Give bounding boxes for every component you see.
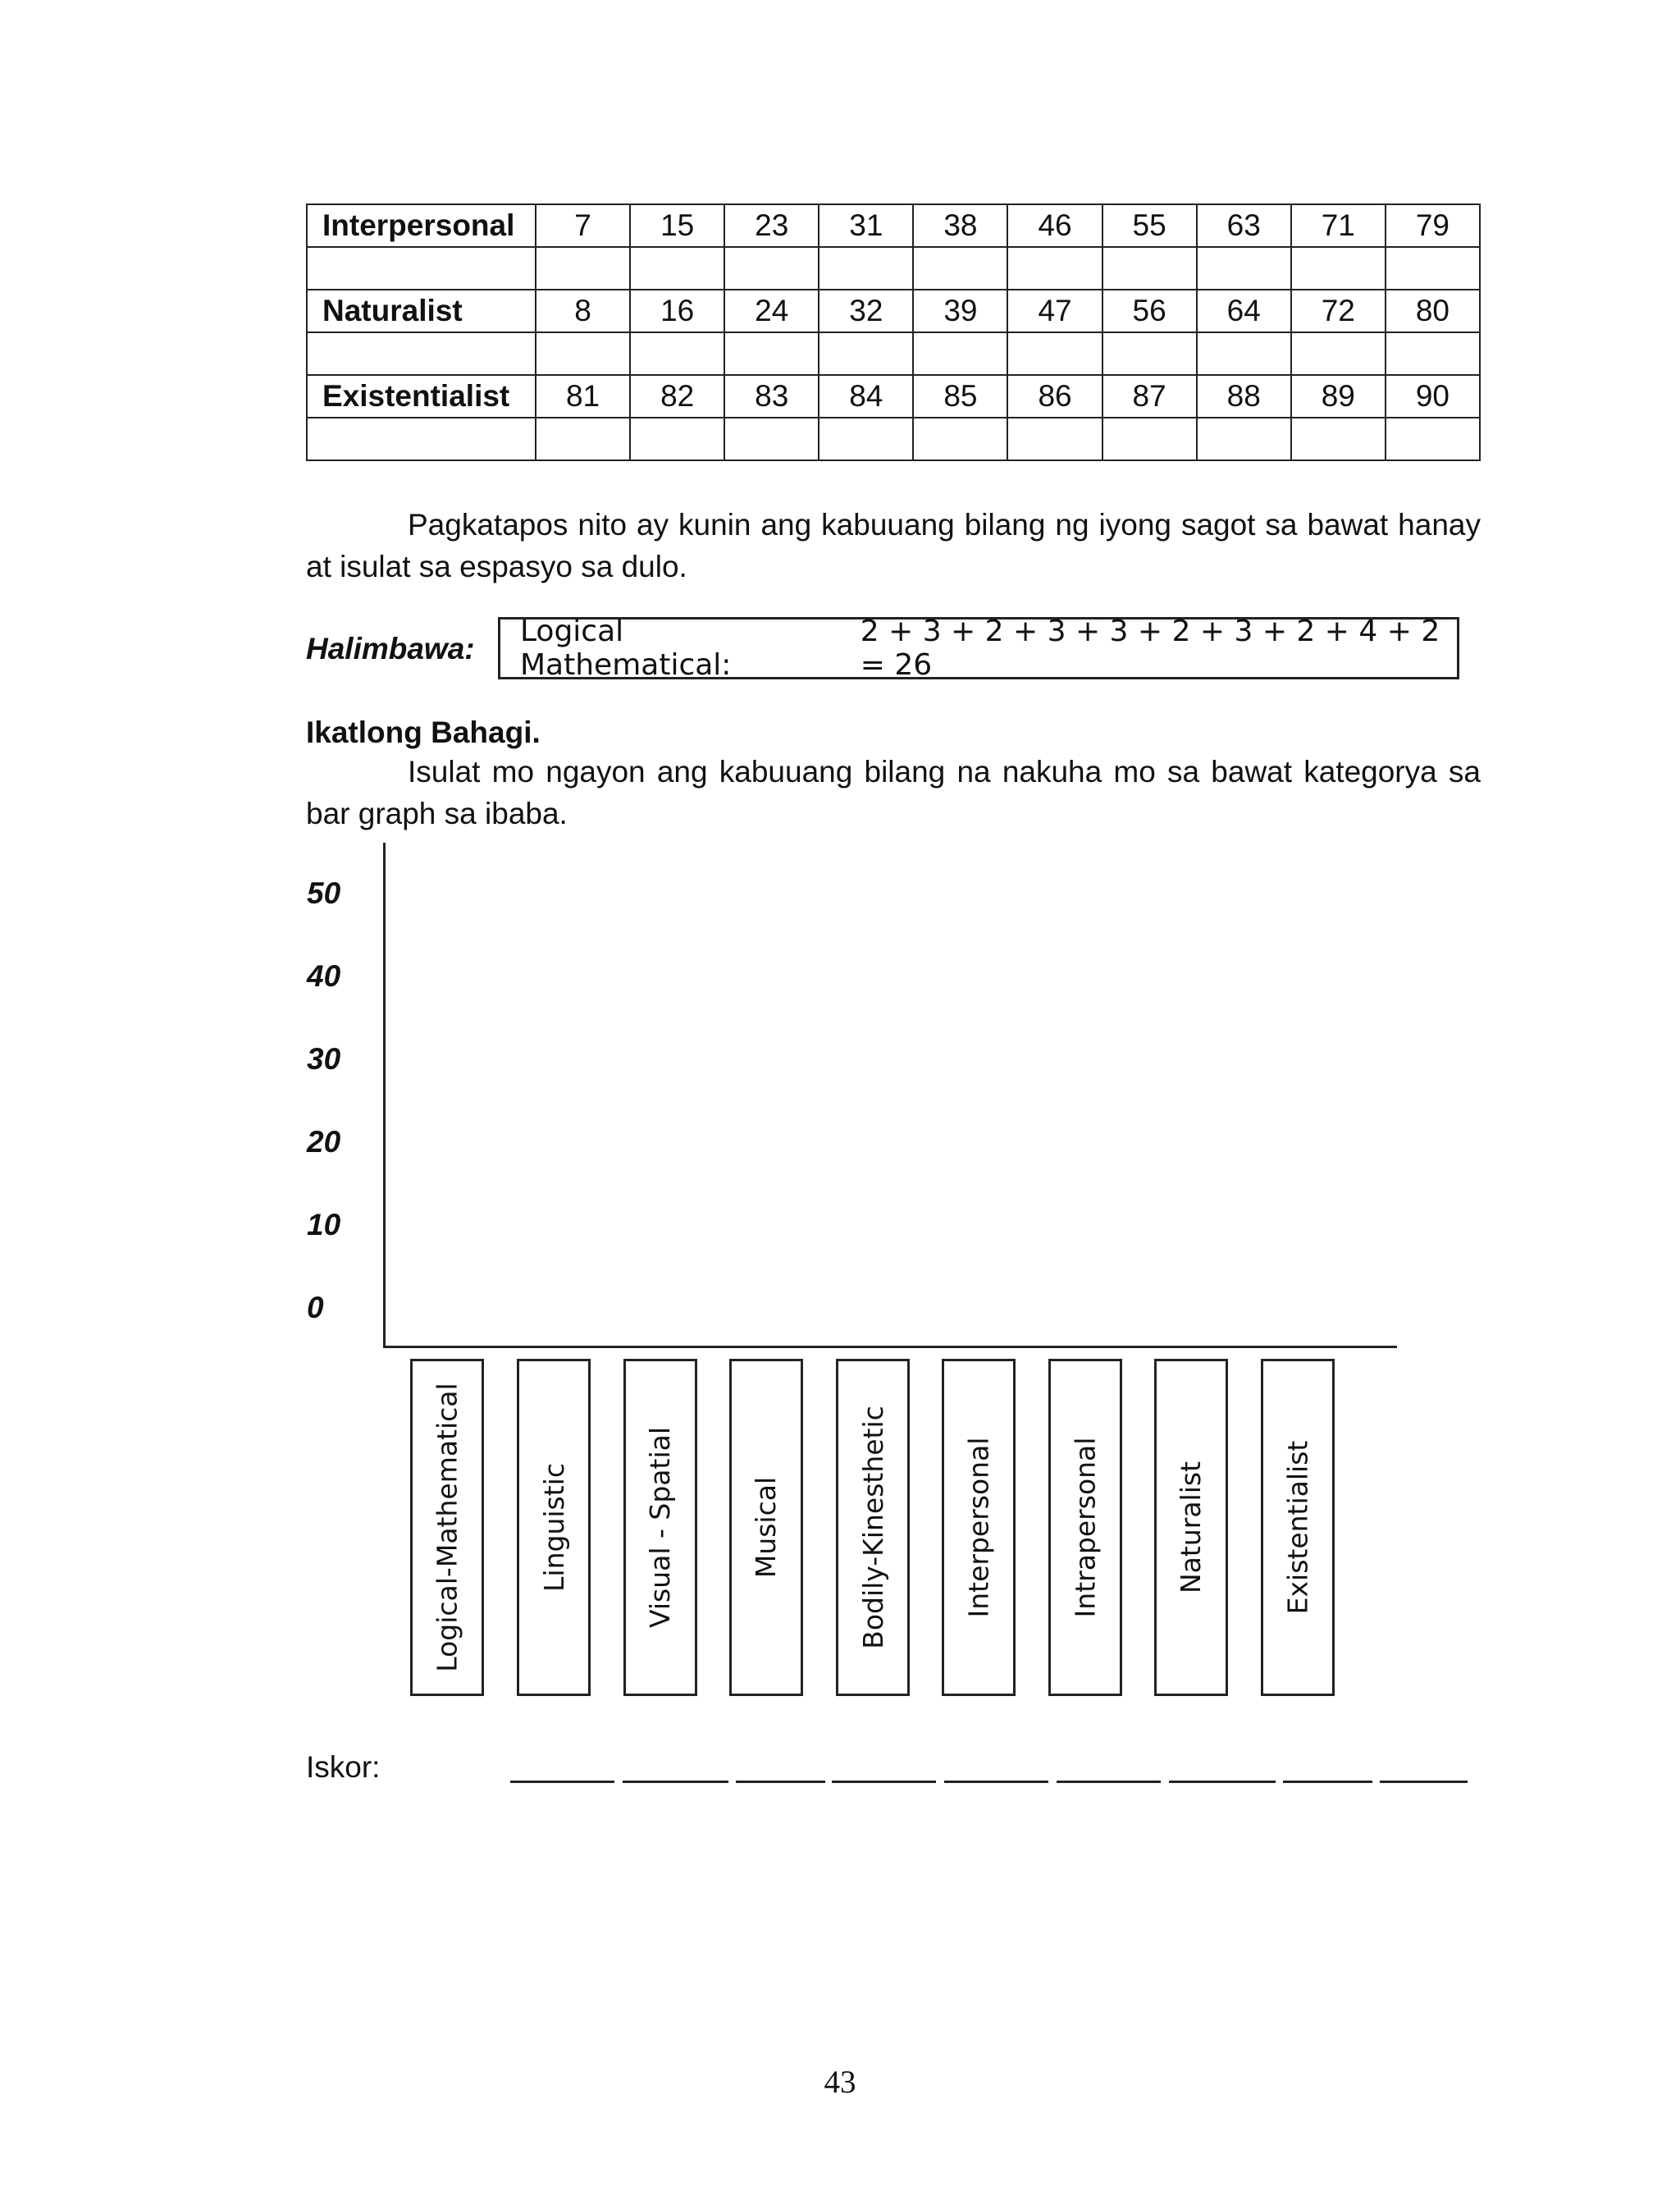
answer-row bbox=[307, 247, 1480, 290]
category-label: Bodily-Kinesthetic bbox=[856, 1406, 889, 1649]
y-tick-label: 50 bbox=[307, 876, 341, 910]
y-tick-label: 0 bbox=[307, 1291, 324, 1324]
item-number: 64 bbox=[1197, 290, 1291, 332]
table-row bbox=[307, 290, 1480, 332]
item-number: 88 bbox=[1197, 375, 1291, 418]
answer-cell[interactable] bbox=[536, 247, 630, 290]
item-number: 55 bbox=[1102, 204, 1197, 247]
item-number: 31 bbox=[819, 204, 913, 247]
answer-cell[interactable] bbox=[1102, 332, 1197, 375]
item-number: 47 bbox=[1007, 290, 1102, 332]
item-number: 84 bbox=[819, 375, 913, 418]
answer-cell[interactable] bbox=[1291, 247, 1386, 290]
answer-cell[interactable] bbox=[630, 247, 724, 290]
answer-cell[interactable] bbox=[819, 418, 913, 460]
section-instruction: Isulat mo ngayon ang kabuuang bilang na nakuha mo sa bawat kategorya sa bar graph sa ibaba. bbox=[306, 755, 1481, 830]
score-blank[interactable] bbox=[623, 1781, 728, 1783]
example-equation: 2 + 3 + 2 + 3 + 3 + 2 + 3 + 2 + 4 + 2 = 26 bbox=[860, 615, 1440, 682]
category-box bbox=[1261, 1359, 1335, 1696]
item-number: 87 bbox=[1102, 375, 1197, 418]
score-blank[interactable] bbox=[1283, 1781, 1372, 1783]
item-number: 8 bbox=[536, 290, 630, 332]
answer-cell[interactable] bbox=[307, 247, 536, 290]
answer-cell[interactable] bbox=[1007, 332, 1102, 375]
section-title: Ikatlong Bahagi. bbox=[306, 716, 541, 749]
category-label: Musical bbox=[750, 1476, 783, 1579]
row-label: Existentialist bbox=[307, 375, 536, 418]
answer-cell[interactable] bbox=[724, 418, 819, 460]
category-label: Linguistic bbox=[537, 1463, 570, 1592]
item-number: 63 bbox=[1197, 204, 1291, 247]
score-label: Iskor: bbox=[306, 1750, 381, 1784]
answer-cell[interactable] bbox=[819, 332, 913, 375]
answer-row bbox=[307, 418, 1480, 460]
y-tick-label: 30 bbox=[307, 1042, 341, 1076]
score-blank[interactable] bbox=[1169, 1781, 1276, 1783]
score-blank[interactable] bbox=[944, 1781, 1048, 1783]
item-number: 46 bbox=[1007, 204, 1102, 247]
example-label: Halimbawa: bbox=[306, 632, 475, 665]
answer-cell[interactable] bbox=[307, 332, 536, 375]
answer-cell[interactable] bbox=[307, 418, 536, 460]
score-blank[interactable] bbox=[1057, 1781, 1161, 1783]
answer-cell[interactable] bbox=[1007, 247, 1102, 290]
answer-cell[interactable] bbox=[1291, 332, 1386, 375]
answer-cell[interactable] bbox=[536, 332, 630, 375]
page-number: 43 bbox=[824, 2064, 856, 2100]
answer-cell[interactable] bbox=[1386, 332, 1480, 375]
item-number: 90 bbox=[1386, 375, 1480, 418]
item-number: 86 bbox=[1007, 375, 1102, 418]
y-axis bbox=[383, 843, 386, 1348]
row-label: Naturalist bbox=[307, 290, 536, 332]
category-label: Interpersonal bbox=[962, 1437, 995, 1618]
example-name: Logical Mathematical: bbox=[520, 615, 732, 682]
item-number: 89 bbox=[1291, 375, 1386, 418]
item-number: 82 bbox=[630, 375, 724, 418]
answer-cell[interactable] bbox=[913, 247, 1007, 290]
category-label: Visual - Spatial bbox=[644, 1426, 677, 1629]
row-label: Interpersonal bbox=[307, 204, 536, 247]
item-number: 32 bbox=[819, 290, 913, 332]
answer-cell[interactable] bbox=[1197, 418, 1291, 460]
item-number: 15 bbox=[630, 204, 724, 247]
category-label: Logical-Mathematical bbox=[431, 1383, 463, 1672]
item-number: 7 bbox=[536, 204, 630, 247]
category-box bbox=[1154, 1359, 1228, 1696]
score-blank[interactable] bbox=[832, 1781, 936, 1783]
category-box bbox=[1048, 1359, 1122, 1696]
score-blank[interactable] bbox=[736, 1781, 825, 1783]
item-number: 16 bbox=[630, 290, 724, 332]
item-number: 24 bbox=[724, 290, 819, 332]
category-box bbox=[836, 1359, 910, 1696]
answer-cell[interactable] bbox=[1197, 247, 1291, 290]
item-number: 85 bbox=[913, 375, 1007, 418]
answer-cell[interactable] bbox=[536, 418, 630, 460]
answer-cell[interactable] bbox=[1102, 418, 1197, 460]
category-box bbox=[729, 1359, 803, 1696]
answer-row bbox=[307, 332, 1480, 375]
instruction-paragraph: Pagkatapos nito ay kunin ang kabuuang bilang ng iyong sagot sa bawat hanay at isulat sa espasyo sa dulo. bbox=[306, 508, 1481, 583]
answer-cell[interactable] bbox=[1386, 247, 1480, 290]
category-box bbox=[410, 1359, 484, 1696]
category-label: Naturalist bbox=[1175, 1461, 1208, 1594]
item-number: 56 bbox=[1102, 290, 1197, 332]
y-tick-label: 40 bbox=[307, 959, 341, 993]
answer-cell[interactable] bbox=[630, 332, 724, 375]
table-row bbox=[307, 204, 1480, 247]
item-number: 39 bbox=[913, 290, 1007, 332]
answer-cell[interactable] bbox=[1102, 247, 1197, 290]
category-label: Intrapersonal bbox=[1069, 1437, 1102, 1618]
answer-cell[interactable] bbox=[630, 418, 724, 460]
item-number: 80 bbox=[1386, 290, 1480, 332]
answer-cell[interactable] bbox=[1197, 332, 1291, 375]
category-label: Existentialist bbox=[1281, 1440, 1314, 1615]
category-box bbox=[942, 1359, 1016, 1696]
x-axis bbox=[383, 1346, 1397, 1348]
answer-cell[interactable] bbox=[724, 247, 819, 290]
score-blank[interactable] bbox=[510, 1781, 614, 1783]
answer-cell[interactable] bbox=[819, 247, 913, 290]
item-number: 79 bbox=[1386, 204, 1480, 247]
score-table bbox=[306, 203, 1481, 461]
category-box bbox=[517, 1359, 591, 1696]
item-number: 81 bbox=[536, 375, 630, 418]
item-number: 23 bbox=[724, 204, 819, 247]
score-blank[interactable] bbox=[1380, 1781, 1468, 1783]
answer-cell[interactable] bbox=[913, 332, 1007, 375]
item-number: 83 bbox=[724, 375, 819, 418]
category-box bbox=[623, 1359, 697, 1696]
answer-cell[interactable] bbox=[1291, 418, 1386, 460]
answer-cell[interactable] bbox=[1386, 418, 1480, 460]
answer-cell[interactable] bbox=[1007, 418, 1102, 460]
answer-cell[interactable] bbox=[724, 332, 819, 375]
y-tick-label: 20 bbox=[307, 1125, 341, 1159]
table-row bbox=[307, 375, 1480, 418]
item-number: 38 bbox=[913, 204, 1007, 247]
answer-cell[interactable] bbox=[913, 418, 1007, 460]
item-number: 72 bbox=[1291, 290, 1386, 332]
y-tick-label: 10 bbox=[307, 1208, 341, 1241]
item-number: 71 bbox=[1291, 204, 1386, 247]
example-box bbox=[498, 615, 1459, 682]
